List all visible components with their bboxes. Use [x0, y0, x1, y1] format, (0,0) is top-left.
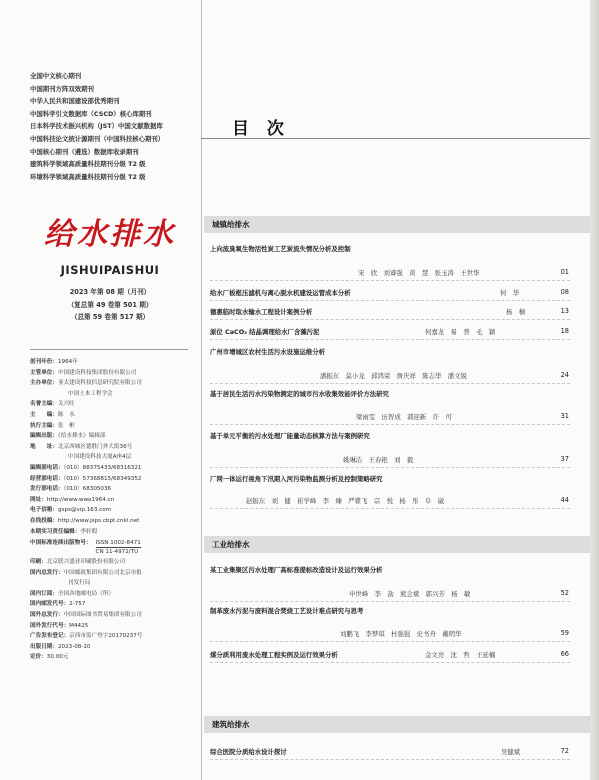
info-row	[30, 368, 200, 379]
entry-separator	[210, 662, 570, 663]
serial-number-row	[30, 537, 200, 557]
info-value: 中国建设科技大厦A座4层	[68, 454, 132, 461]
index-item: 中华人民共和国建设部优秀期刊	[30, 97, 120, 106]
journal-pinyin: JISHUIPAISHUI	[60, 263, 160, 277]
info-key: 出版日期：	[30, 643, 58, 650]
info-row	[30, 410, 200, 421]
index-item: 日本科学技术振兴机构（JST）中国文献数据库	[30, 122, 163, 131]
divider	[30, 349, 188, 350]
info-key: 名誉主编：	[30, 401, 58, 408]
index-item: 中国核心期刊（遴选）数据库收录期刊	[30, 147, 139, 156]
info-value: 2-757	[69, 601, 86, 608]
info-row	[30, 378, 200, 389]
toc-title-rule	[201, 138, 590, 139]
index-item: 环境科学领域高质量科技期刊分级 T2 级	[30, 172, 146, 181]
info-row	[30, 652, 200, 663]
issue-line: 2023 年第 08 期（月刊）	[69, 288, 151, 296]
toc-title: 目 次	[232, 119, 290, 139]
info-row	[30, 568, 200, 579]
info-row	[30, 557, 200, 568]
article-page-number: 13	[560, 307, 569, 315]
article-page-number: 01	[560, 268, 569, 276]
info-row	[30, 484, 200, 495]
entry-separator	[210, 383, 570, 384]
info-value: 1964年	[57, 359, 78, 365]
article-authors: 宋 欣 刘睿强 黄 慧 张玉涛 王世华	[358, 269, 480, 277]
info-value: 2023-08-10	[57, 643, 91, 650]
info-key: 印刷：	[30, 559, 47, 566]
info-value: 《给水排水》编辑部	[57, 433, 106, 440]
entry-separator	[210, 424, 570, 425]
article-title[interactable]: 上向流臭氧生物活性炭工艺炭流失情况分析及控制	[210, 245, 351, 253]
info-row	[30, 399, 200, 410]
article-authors: 赵振东 刘 健 崔学峰 李 臻 严瞿飞 宗 悦 杨 彤 阜 崴	[246, 497, 445, 505]
index-item: 中国科技论文统计源期刊（中国科技核心期刊）	[30, 134, 165, 143]
info-key: 定价：	[30, 654, 47, 661]
article-title[interactable]: 给水厂板框压滤机与离心脱水机建设运管成本分析	[210, 289, 351, 297]
info-row	[30, 610, 200, 621]
article-title[interactable]: 基于居民生活污水污染物测定的城市污水收集效能评价方法研究	[210, 390, 389, 398]
article-page-number: 18	[560, 327, 569, 335]
issn: ISSN 1002-8471	[96, 537, 141, 548]
issue-line: （复总第 49 卷第 501 期）	[67, 300, 153, 309]
info-value: 全国各地邮电局（所）	[57, 590, 114, 597]
info-key: 地 址：	[30, 443, 58, 450]
info-key: 发行部电话：	[30, 486, 64, 493]
info-key: 编辑部电话：	[30, 464, 64, 471]
info-row	[30, 599, 200, 610]
issue-line: （总第 59 卷第 517 期）	[70, 313, 150, 321]
serial-number-key: 中国标准连续出版物号：	[30, 540, 92, 547]
publication-info	[30, 357, 200, 663]
info-value: 陈 永	[57, 411, 75, 418]
info-value: 刊发行局	[68, 580, 91, 587]
info-value: （010）57368815/68349352	[63, 475, 142, 482]
section-header	[204, 716, 590, 733]
section-header	[204, 216, 590, 233]
article-authors: 何嘉龙 易 普 毛 颖	[425, 328, 496, 336]
entry-separator	[210, 319, 570, 320]
info-row	[30, 495, 200, 506]
journal-logo-text: 给水排水	[44, 217, 176, 252]
article-title[interactable]: 煤分质利用废水处理工程实例及运行效果分析	[210, 651, 338, 659]
article-page-number: 37	[560, 455, 569, 463]
info-value: 关兴旺	[57, 401, 75, 408]
column-divider	[201, 0, 202, 780]
article-title[interactable]: 原位 CaCO₃ 结晶调理给水厂含藻污泥	[210, 328, 320, 336]
info-row	[30, 516, 200, 527]
article-authors: 梁雨雯 历智成 郭迎新 许 可	[356, 413, 452, 421]
section-title: 城镇给排水	[212, 220, 250, 229]
info-row	[30, 589, 200, 600]
info-key: 广告发布登记：	[30, 633, 70, 640]
info-key: 国内订阅：	[30, 590, 58, 597]
info-row	[30, 463, 200, 474]
info-value: 中国土木工程学会	[68, 390, 113, 397]
info-value: （010）68305036	[63, 486, 112, 493]
info-key: 执行主编：	[30, 422, 58, 429]
entry-separator	[210, 467, 570, 468]
article-title[interactable]: 某工业集聚区污水处理厂高标准提标改造设计及运行效果分析	[210, 566, 383, 574]
article-title[interactable]: 厂网一体运行视角下汛期入河污染物监测分析及控制策略研究	[210, 475, 383, 483]
info-value: gsps@vip.163.com	[57, 507, 112, 514]
info-key: 编辑出版：	[30, 433, 58, 440]
info-value: 北京西城区德胜门外大街36号	[57, 443, 133, 450]
article-authors: 杨 桐	[506, 308, 526, 316]
info-value: http://www.wwe1964.cn	[46, 496, 115, 503]
info-row	[30, 452, 200, 463]
entry-separator	[210, 339, 570, 340]
info-row	[30, 442, 200, 453]
article-title[interactable]: 德惠临时取水输水工程设计案例分析	[210, 308, 313, 316]
info-row	[30, 389, 200, 400]
section-title: 工业给排水	[212, 540, 250, 549]
article-page-number: 44	[560, 496, 569, 504]
info-value: 中国国际图书贸易集团有限公司	[63, 612, 142, 619]
issue-info	[30, 286, 190, 324]
info-value: 亚太建设科技信息研究院有限公司	[57, 380, 142, 387]
info-value: （010）88375433/68316321	[63, 464, 142, 471]
info-value: 30.00元	[46, 654, 69, 661]
article-authors: 吴健斌	[501, 748, 521, 756]
entry-separator	[210, 280, 570, 281]
info-value: 中国建设科技集团股份有限公司	[57, 369, 137, 376]
article-page-number: 72	[560, 747, 569, 755]
article-authors: 金文亮 沈 哲 王延楠	[425, 651, 496, 659]
section-header	[204, 536, 590, 553]
info-value: M4425	[69, 622, 89, 629]
article-authors: 申世峰 李 劼 熊会斌 郭兴芳 杨 敏	[349, 590, 471, 598]
info-key: 国内总发行：	[30, 569, 64, 576]
journal-index-list	[30, 70, 230, 183]
info-row	[30, 431, 200, 442]
article-title[interactable]: 制革废水污泥与废料混合焚烧工艺设计难点研究与思考	[210, 607, 364, 615]
index-item: 建筑科学领域高质量科技期刊分级 T2 级	[30, 160, 146, 169]
info-value: http://www.jsps.cbpt.cnki.net	[57, 517, 140, 524]
article-page-number: 52	[560, 589, 569, 597]
article-page-number: 59	[560, 629, 569, 637]
info-key: 主 编：	[30, 411, 58, 418]
info-key: 主办单位：	[30, 380, 58, 387]
journal-logo	[30, 212, 190, 252]
page-edge-shadow	[590, 0, 599, 780]
entry-separator	[210, 300, 570, 301]
info-value: 李轩瑕	[80, 528, 98, 535]
info-row	[30, 527, 200, 538]
cn-number: CN 11-4972/TU	[95, 549, 139, 556]
article-title[interactable]: 综合医院分质给水设计探讨	[210, 748, 287, 756]
info-value: 北京联兴盛业印刷股份有限公司	[46, 559, 126, 566]
info-key: 经营部电话：	[30, 475, 64, 482]
info-key: 本期实习责任编辑：	[30, 528, 81, 535]
entry-separator	[210, 641, 570, 642]
info-key: 网址：	[30, 496, 47, 503]
info-key: 在线投稿：	[30, 517, 58, 524]
info-row	[30, 642, 200, 653]
info-row	[30, 421, 200, 432]
entry-separator	[210, 601, 570, 602]
info-row	[30, 631, 200, 642]
info-row	[30, 621, 200, 632]
info-row	[30, 474, 200, 485]
entry-separator	[210, 759, 570, 760]
info-value: 京西市监广登字20170237号	[69, 633, 143, 640]
info-row	[30, 578, 200, 589]
article-page-number: 24	[560, 371, 569, 379]
info-key: 国内邮发代号：	[30, 601, 70, 608]
index-item: 全国中文核心期刊	[30, 72, 82, 80]
info-key: 创刊年份：	[30, 359, 58, 365]
index-item: 中国期刊方阵双效期刊	[30, 84, 94, 93]
entry-separator	[210, 508, 570, 509]
info-key: 主管单位：	[30, 369, 58, 376]
info-key: 国外发行代号：	[30, 622, 70, 629]
info-value: 中国邮政集团有限公司北京市报	[63, 569, 142, 576]
section-title: 建筑给排水	[212, 720, 250, 729]
article-title[interactable]: 基于单元平衡的污水处理厂能量动态核算方法与案例研究	[210, 432, 370, 440]
info-row	[30, 505, 200, 516]
info-value: 张 彬	[57, 422, 75, 429]
article-authors: 刘鹏飞 李梦琪 杜强强 史书舟 戴明华	[340, 630, 462, 638]
article-title[interactable]: 广州市增城区农村生活污水设施运维分析	[210, 348, 326, 356]
article-authors: 潘振东 莫小龙 邱鸿荣 詹庆祥 陈志华 潘文锐	[320, 372, 467, 380]
info-key: 电子信箱：	[30, 507, 58, 514]
article-page-number: 66	[560, 650, 569, 658]
article-page-number: 31	[560, 412, 569, 420]
article-authors: 姚琳洁 王春艳 刘 毅	[343, 456, 414, 464]
article-page-number: 08	[560, 288, 569, 296]
index-item: 中国科学引文数据库（CSCD）核心库期刊	[30, 109, 152, 118]
article-authors: 何 华	[500, 289, 520, 297]
info-row	[30, 357, 200, 368]
info-key: 国外总发行：	[30, 612, 64, 619]
